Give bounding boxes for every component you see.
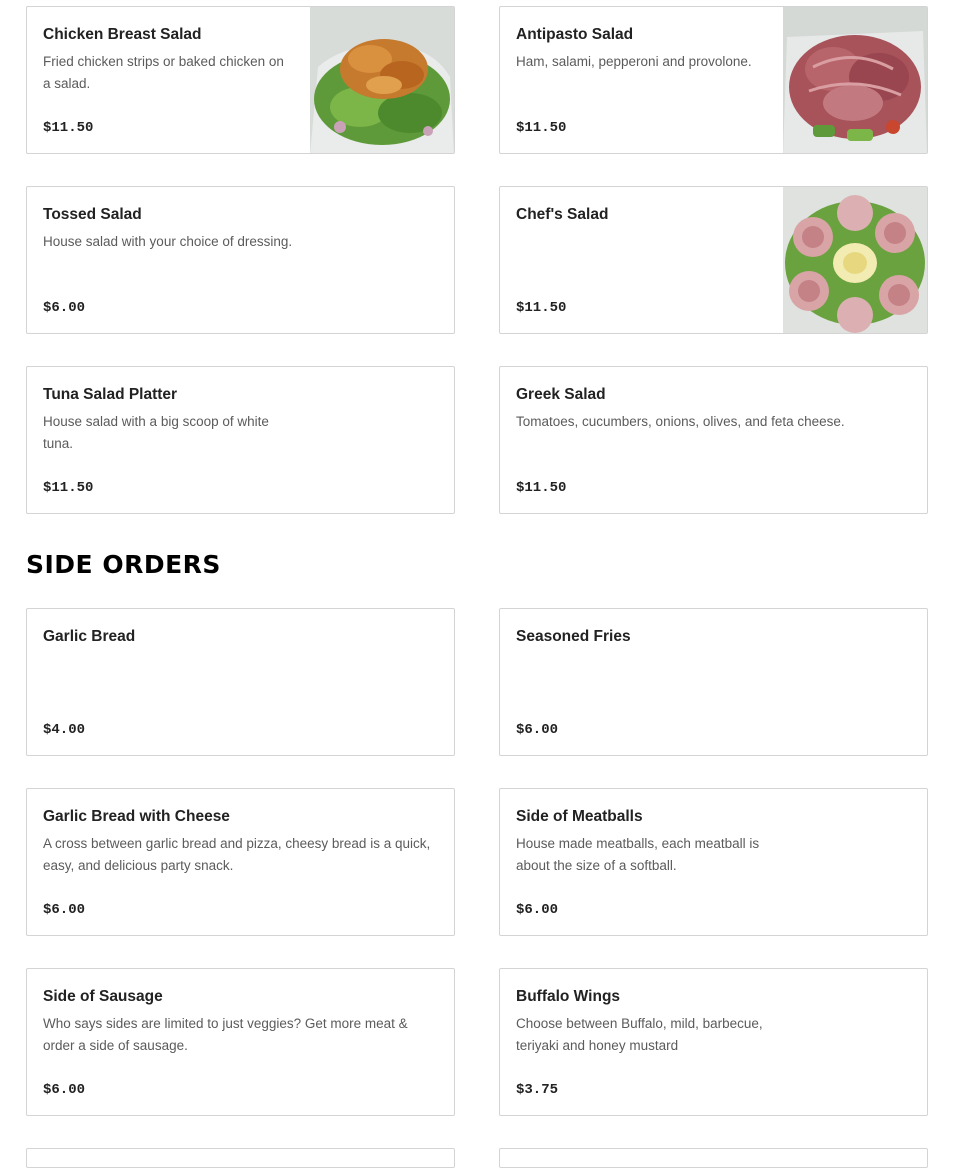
menu-item-content (43, 205, 438, 253)
item-description: Tomatoes, cucumbers, onions, olives, and feta cheese. (516, 414, 845, 429)
item-description: House salad with a big scoop of white tuna. (43, 414, 269, 451)
menu-item-antipasto-salad[interactable] (499, 6, 928, 154)
item-description: House made meatballs, each meatball is about the size of a softball. (516, 836, 760, 873)
item-name: Tossed Salad (43, 206, 142, 223)
menu-item-content (516, 807, 767, 877)
chicken-salad-image (310, 7, 454, 154)
item-name: Buffalo Wings (516, 988, 621, 1005)
item-price: $6.00 (516, 902, 559, 918)
item-name: Side of Meatballs (516, 808, 643, 825)
item-price: $6.00 (516, 722, 559, 738)
item-description: House salad with your choice of dressing. (43, 234, 293, 249)
menu-item-buffalo-wings[interactable] (499, 968, 928, 1116)
item-name: Chef's Salad (516, 206, 609, 223)
menu-item-garlic-bread[interactable] (26, 608, 455, 756)
menu-item-content (43, 807, 438, 877)
menu-item-chefs-salad[interactable] (499, 186, 928, 334)
menu-item-seasoned-fries[interactable] (499, 608, 928, 756)
antipasto-salad-photo[interactable] (783, 7, 927, 154)
menu-item-content (516, 25, 767, 73)
item-price: $6.00 (43, 300, 86, 316)
item-description: Choose between Buffalo, mild, barbecue, teriyaki and honey mustard (516, 1016, 763, 1053)
item-name: Seasoned Fries (516, 628, 631, 645)
item-name: Side of Sausage (43, 988, 163, 1005)
item-name: Antipasto Salad (516, 26, 634, 43)
item-name: Tuna Salad Platter (43, 386, 178, 403)
menu-item-content (43, 627, 438, 653)
menu-item-tuna-salad-platter[interactable] (26, 366, 455, 514)
menu-item-content (516, 385, 911, 433)
menu-item-content (516, 627, 911, 653)
item-price: $6.00 (43, 902, 86, 918)
item-price: $11.50 (43, 120, 94, 136)
menu-item-greek-salad[interactable] (499, 366, 928, 514)
item-name: Garlic Bread with Cheese (43, 808, 230, 825)
item-description: A cross between garlic bread and pizza, cheesy bread is a quick, easy, and delicious party snack. (43, 836, 431, 873)
item-price: $6.00 (43, 1082, 86, 1098)
item-price: $11.50 (43, 480, 94, 496)
item-name: Garlic Bread (43, 628, 136, 645)
menu-item-partial[interactable] (26, 1148, 455, 1168)
item-price: $4.00 (43, 722, 86, 738)
antipasto-salad-image (783, 7, 927, 154)
chefs-salad-image (783, 187, 927, 334)
side-orders-section (26, 608, 928, 1168)
item-name: Greek Salad (516, 386, 606, 403)
item-description: Who says sides are limited to just veggies? Get more meat & order a side of sausage. (43, 1016, 408, 1053)
item-price: $11.50 (516, 120, 567, 136)
item-description: Ham, salami, pepperoni and provolone. (516, 54, 752, 69)
menu-item-partial[interactable] (499, 1148, 928, 1168)
section-title-side-orders: SIDE ORDERS (26, 550, 221, 579)
menu-item-chicken-breast-salad[interactable] (26, 6, 455, 154)
item-price: $11.50 (516, 480, 567, 496)
menu-item-content (43, 385, 294, 455)
menu-item-side-of-meatballs[interactable] (499, 788, 928, 936)
chicken-breast-salad-photo[interactable] (310, 7, 454, 154)
menu-item-tossed-salad[interactable] (26, 186, 455, 334)
menu-item-content (43, 25, 294, 95)
salads-section (26, 6, 928, 514)
item-description: Fried chicken strips or baked chicken on a salad. (43, 54, 284, 91)
menu-item-side-of-sausage[interactable] (26, 968, 455, 1116)
item-name: Chicken Breast Salad (43, 26, 202, 43)
menu-item-content (516, 205, 767, 231)
menu-item-content (516, 987, 767, 1057)
chefs-salad-photo[interactable] (783, 187, 927, 334)
item-price: $11.50 (516, 300, 567, 316)
item-price: $3.75 (516, 1082, 559, 1098)
menu-item-garlic-bread-with-cheese[interactable] (26, 788, 455, 936)
menu-item-content (43, 987, 438, 1057)
